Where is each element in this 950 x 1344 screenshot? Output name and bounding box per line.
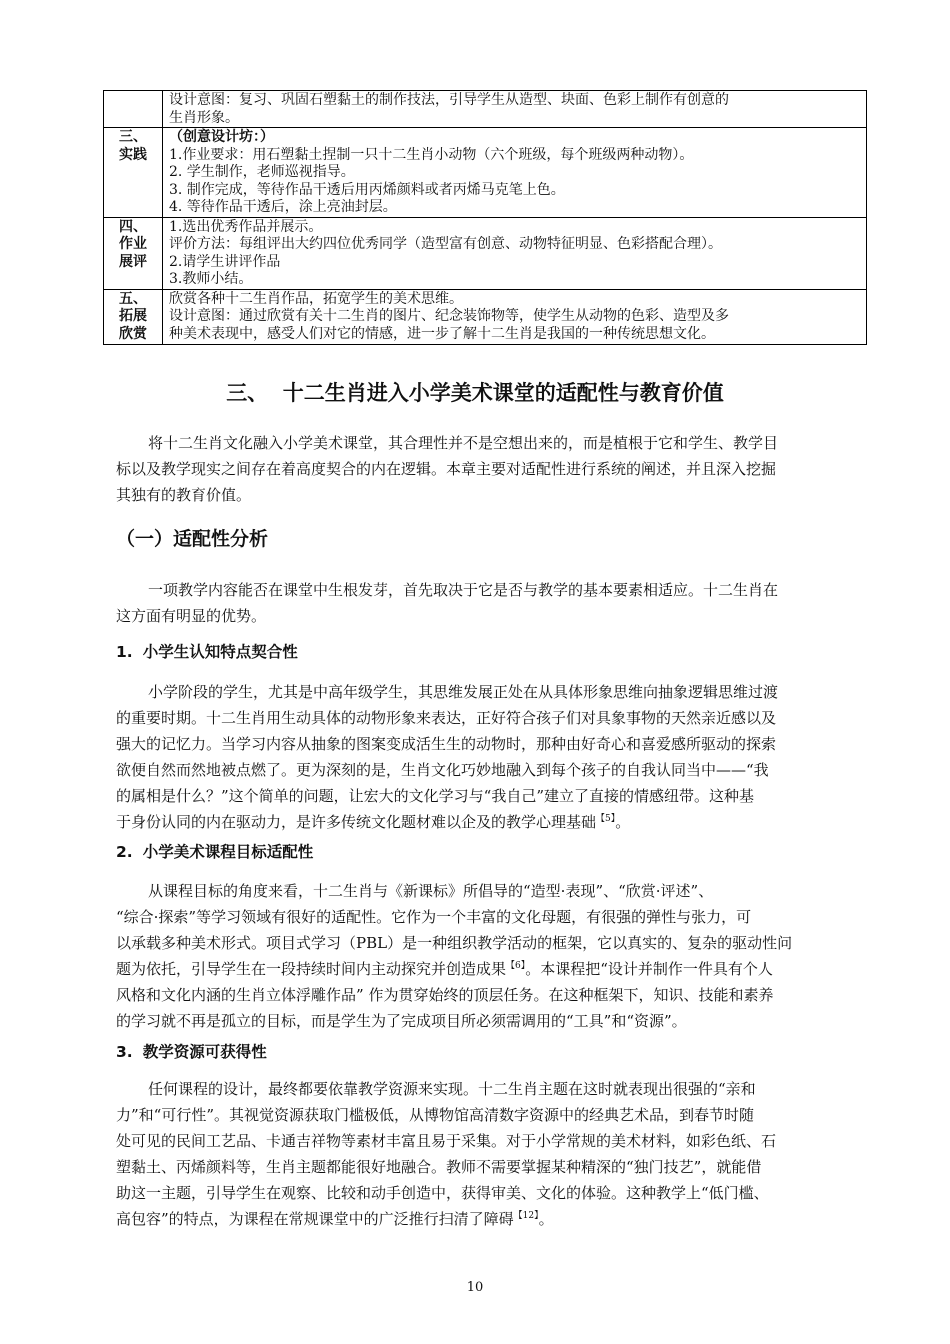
- paragraph-line: [116, 809, 856, 835]
- row-content: [163, 217, 867, 289]
- row-header: [104, 289, 163, 345]
- paragraph-line: 其独有的教育价值。: [116, 486, 252, 504]
- paragraph-line: 任何课程的设计，最终都要依靠教学资源来实现。十二生肖主题在这时就表现出很强的“亲和: [148, 1080, 756, 1098]
- paragraph-line: [116, 1206, 856, 1232]
- paragraph-line: 的重要时期。十二生肖用生动具体的动物形象来表达，正好符合孩子们对具象事物的天然亲近感以及: [116, 709, 777, 727]
- paragraph-line: 处可见的民间工艺品、卡通吉祥物等素材丰富且易于采集。对于小学常规的美术材料，如彩色纸、石: [116, 1132, 777, 1150]
- paragraph-line: 以承载多种美术形式。项目式学习（PBL）是一种组织教学活动的框架，它以真实的、复杂的驱动性问: [116, 934, 793, 952]
- lesson-plan-table: [103, 90, 867, 345]
- table-row: [104, 91, 867, 128]
- paragraph-line: 标以及教学现实之间存在着高度契合的内在逻辑。本章主要对适配性进行系统的阐述，并且深入挖掘: [116, 460, 777, 478]
- table-row: [104, 128, 867, 218]
- row-header-line: 作业: [119, 236, 147, 252]
- table-text-line: 4. 等待作品干透后，涂上亮油封层。: [169, 199, 397, 215]
- paragraph-line: 一项教学内容能否在课堂中生根发芽，首先取决于它是否与教学的基本要素相适应。十二生肖在: [148, 581, 779, 599]
- table-text-line: 生肖形象。: [169, 109, 239, 126]
- row-header-line: 三、: [119, 129, 147, 145]
- line-text: 题为依托，引导学生在一段持续时间内主动探究并创造成果: [116, 960, 507, 978]
- paragraph-line: 从课程目标的角度来看，十二生肖与《新课标》所倡导的“造型·表现”、“欣赏·评述”、: [148, 882, 714, 900]
- paragraph-line: “综合·探索”等学习领域有很好的适配性。它作为一个丰富的文化母题，有很强的弹性与张力，可: [116, 908, 752, 926]
- subsection-1-paragraph: [116, 679, 856, 835]
- paragraph-line: 力”和“可行性”。其视觉资源获取门槛极低，从博物馆高清数字资源中的经典艺术品，到春节时随: [116, 1106, 755, 1124]
- subsection-number: 2.: [116, 843, 133, 861]
- paragraph-line: 塑黏土、丙烯颜料等，生肖主题都能很好地融合。教师不需要掌握某种精深的“独门技艺”，就能借: [116, 1158, 762, 1176]
- table-text-line: 设计意图：通过欣赏有关十二生肖的图片、纪念装饰物等，使学生从动物的色彩、造型及多: [169, 308, 729, 324]
- row-header: [104, 217, 163, 289]
- paragraph-line: 风格和文化内涵的生肖立体浮雕作品” 作为贯穿始终的顶层任务。在这种框架下，知识、技能和素养: [116, 986, 774, 1004]
- citation-ref: 【6】: [506, 961, 526, 971]
- intro-paragraph: [116, 430, 856, 508]
- subsection-number: 3.: [116, 1043, 133, 1061]
- subsection-title: [116, 641, 298, 663]
- table-text-line: 3. 制作完成，等待作品干透后用丙烯颜料或者丙烯马克笔上色。: [169, 181, 565, 198]
- citation-ref: 【12】: [513, 1211, 539, 1221]
- table-text-line: 种美术表现中，感受人们对它的情感，进一步了解十二生肖是我国的一种传统思想文化。: [169, 325, 715, 342]
- row-header-line: 实践: [119, 146, 147, 163]
- citation-ref: 【5】: [596, 814, 616, 824]
- row-header-line: 四、: [119, 218, 147, 235]
- subsection-heading: 教学资源可获得性: [142, 1043, 267, 1061]
- table-text-line: （创意设计坊：）: [169, 129, 274, 145]
- line-end: 。: [538, 1210, 554, 1228]
- chapter-title: 三、 十二生肖进入小学美术课堂的适配性与教育价值: [226, 381, 724, 405]
- table-text-line: 欣赏各种十二生肖作品，拓宽学生的美术思维。: [169, 290, 463, 307]
- table-row: [104, 289, 867, 345]
- table-text-line: 1.作业要求：用石塑黏土捏制一只十二生肖小动物（六个班级，每个班级两种动物）。: [169, 146, 694, 163]
- table-text-line: 1.选出优秀作品并展示。: [169, 218, 323, 235]
- row-content: [163, 128, 867, 218]
- page-number: 10: [466, 1280, 484, 1295]
- table-row: [104, 217, 867, 289]
- paragraph-line: 强大的记忆力。当学习内容从抽象的图案变成活生生的动物时，那种由好奇心和喜爱感所驱动的探索: [116, 735, 777, 753]
- line-end: 。: [615, 813, 631, 831]
- row-header-line: 展评: [119, 253, 147, 270]
- table-text-line: 3.教师小结。: [169, 271, 253, 287]
- paragraph-line: 的学习就不再是孤立的目标，而是学生为了完成项目所必须需调用的“工具”和“资源”。: [116, 1012, 687, 1030]
- subsection-number: 1.: [116, 643, 133, 661]
- line-text: 于身份认同的内在驱动力，是许多传统文化题材难以企及的教学心理基础: [116, 813, 597, 831]
- row-header-line: 拓展: [119, 308, 147, 324]
- paragraph-line: 的属相是什么？”这个简单的问题，让宏大的文化学习与“我自己”建立了直接的情感纽带。这种基: [116, 787, 755, 805]
- row-header-line: 五、: [119, 290, 147, 307]
- table-text-line: 设计意图：复习、巩固石塑黏土的制作技法，引导学生从造型、块面、色彩上制作有创意的: [169, 92, 729, 108]
- paragraph-line: 将十二生肖文化融入小学美术课堂，其合理性并不是空想出来的，而是植根于它和学生、教学目: [148, 434, 779, 452]
- subsection-3-paragraph: [116, 1076, 856, 1232]
- table-text-line: 评价方法：每组评出大约四位优秀同学（造型富有创意、动物特征明显、色彩搭配合理）。: [169, 236, 722, 252]
- subsection-title: [116, 841, 313, 863]
- subsection-heading: 小学美术课程目标适配性: [142, 843, 314, 861]
- line-text: 高包容”的特点，为课程在常规课堂中的广泛推行扫清了障碍: [116, 1210, 514, 1228]
- row-header: [104, 91, 163, 128]
- subsection-heading: 小学生认知特点契合性: [142, 643, 298, 661]
- subsection-title: [116, 1041, 267, 1063]
- paragraph-line: 小学阶段的学生，尤其是中高年级学生，其思维发展正处在从具体形象思维向抽象逻辑思维过渡: [148, 683, 779, 701]
- line-tail: 。本课程把“设计并制作一件具有个人: [525, 960, 773, 978]
- section-intro-paragraph: [116, 577, 856, 629]
- subsection-2-paragraph: [116, 878, 856, 1034]
- row-content: [163, 91, 867, 128]
- paragraph-line: [116, 956, 856, 982]
- paragraph-line: 助这一主题，引导学生在观察、比较和动手创造中，获得审美、文化的体验。这种教学上“低门槛、: [116, 1184, 769, 1202]
- row-header-line: 欣赏: [119, 325, 147, 342]
- table-text-line: 2. 学生制作，老师巡视指导。: [169, 164, 355, 180]
- section-title: （一）适配性分析: [116, 528, 269, 550]
- table-text-line: 2.请学生讲评作品: [169, 253, 281, 270]
- paragraph-line: 欲便自然而然地被点燃了。更为深刻的是，生肖文化巧妙地融入到每个孩子的自我认同当中——“我: [116, 761, 769, 779]
- row-content: [163, 289, 867, 345]
- row-header: [104, 128, 163, 218]
- paragraph-line: 这方面有明显的优势。: [116, 607, 267, 625]
